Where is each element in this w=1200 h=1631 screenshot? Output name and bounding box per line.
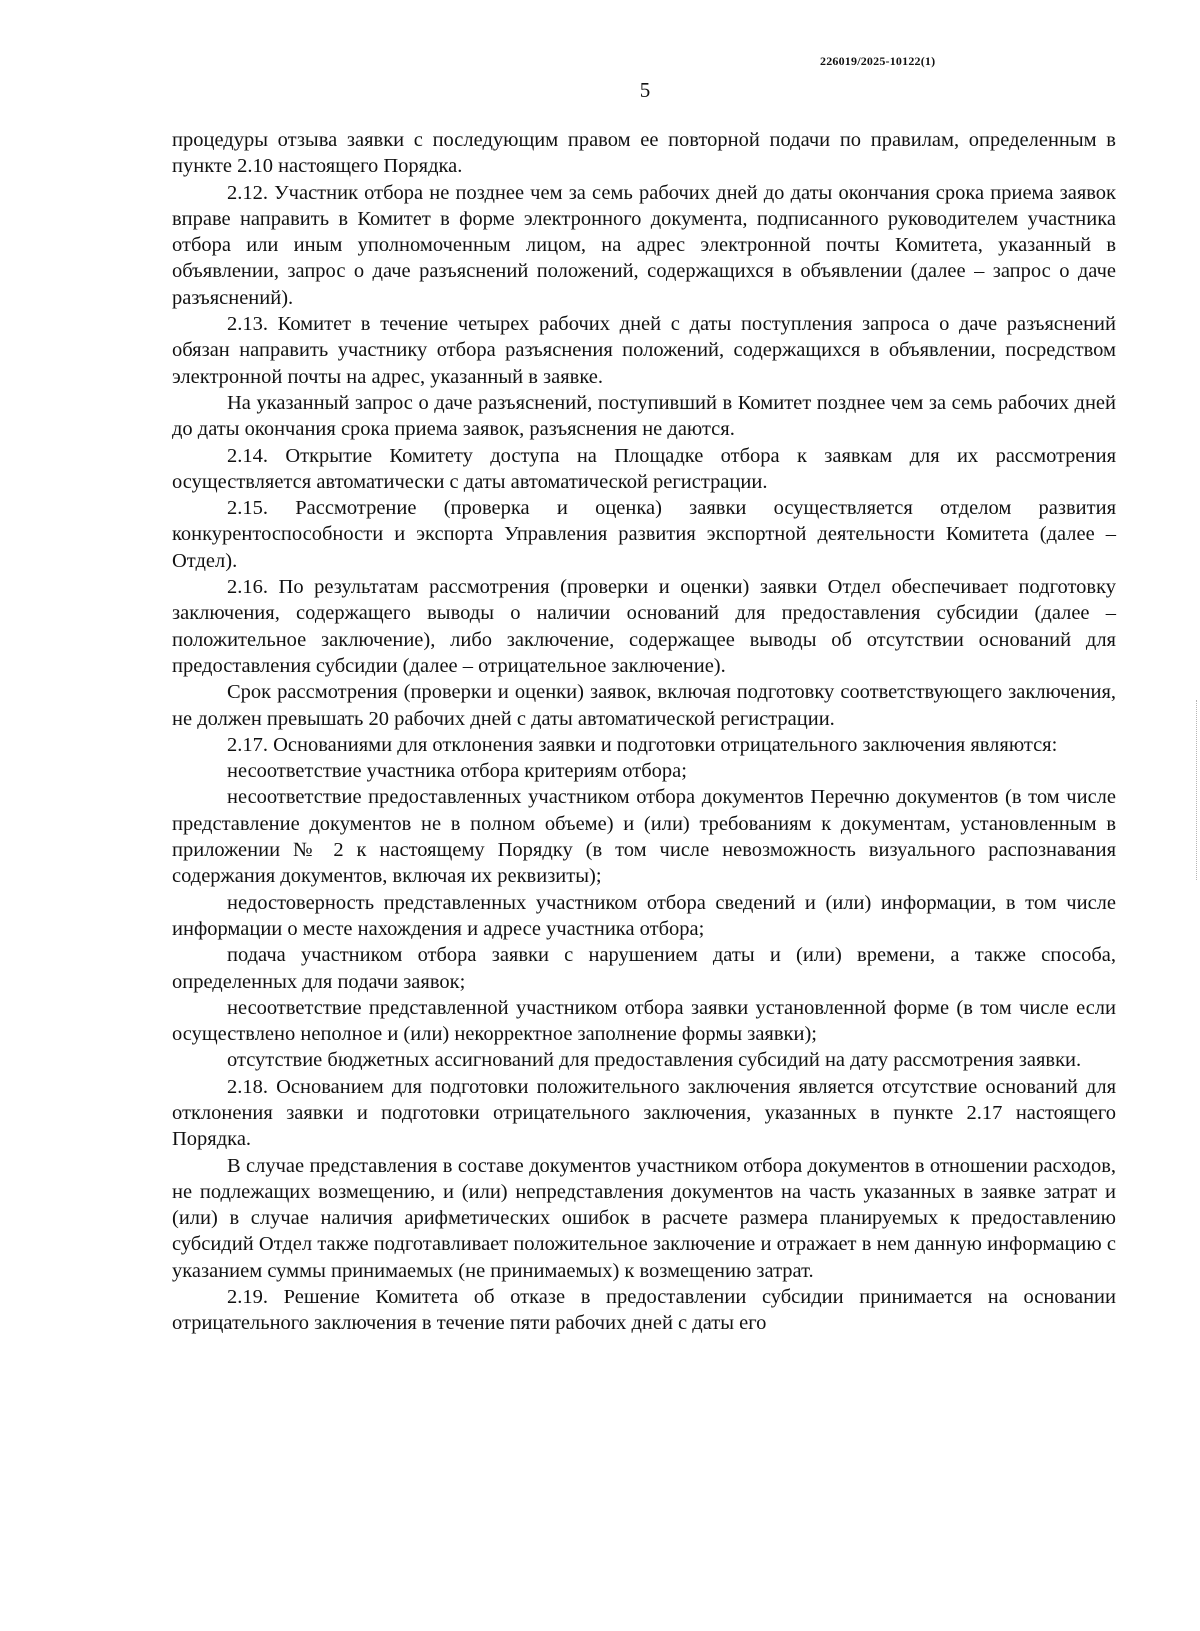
list-item-unreliable-info: недостоверность представленных участником отбора сведений и (или) информации, в том числе информации о месте нахождения и адресе участника отбора; bbox=[172, 891, 1116, 940]
paragraph-2-14: 2.14. Открытие Комитету доступа на Площадке отбора к заявкам для их рассмотрения осуществляется автоматически с даты автоматической регистрации. bbox=[172, 444, 1116, 493]
paragraph-2-16-term: Срок рассмотрения (проверки и оценки) заявок, включая подготовку соответствующего заключения, не должен превышать 20 рабочих дней с даты автоматической регистрации. bbox=[172, 681, 1116, 730]
paragraph-2-18: 2.18. Основанием для подготовки положительного заключения является отсутствие оснований для отклонения заявки и подготовки отрицательного заключения, указанных в пункте 2.17 настоящего Порядка. bbox=[172, 1075, 1116, 1151]
paragraph-2-16: 2.16. По результатам рассмотрения (проверки и оценки) заявки Отдел обеспечивает подготовку заключения, содержащего выводы о наличии оснований для предоставления субсидии (далее – положительное заключение), либо заключение, содержащее выводы об отсутствии оснований для предоставления субсидии (далее – отрицательное заключение). bbox=[172, 576, 1116, 677]
list-item-no-budget: отсутствие бюджетных ассигнований для предоставления субсидий на дату рассмотрения заявки. bbox=[227, 1049, 1082, 1072]
paragraph-2-13: 2.13. Комитет в течение четырех рабочих дней с даты поступления запроса о даче разъяснений обязан направить участнику отбора разъяснения положений, содержащихся в объявлении, посредством электронной почты на адрес, указанный в заявке. bbox=[172, 313, 1116, 388]
paragraph-2-15: 2.15. Рассмотрение (проверка и оценка) заявки осуществляется отделом развития конкурентоспособности и экспорта Управления развития экспортной деятельности Комитета (далее – Отдел). bbox=[172, 497, 1116, 572]
paragraph-2-19: 2.19. Решение Комитета об отказе в предоставлении субсидии принимается на основании отрицательного заключения в течение пяти рабочих дней с даты его bbox=[172, 1286, 1116, 1335]
paragraph-continuation: процедуры отзыва заявки с последующим правом ее повторной подачи по правилам, определенным в пункте 2.10 настоящего Порядка. bbox=[172, 129, 1116, 178]
paragraph-2-18-case: В случае представления в составе документов участником отбора документов в отношении расходов, не подлежащих возмещению, и (или) непредставления документов на часть указанных в заявке затрат и (или) в случае наличия арифметических ошибок в расчете размера планируемых к предоставлению субсидий Отдел также подготавливает положительное заключение и отражает в нем данную информацию с указанием суммы принимаемых (не принимаемых) к возмещению затрат. bbox=[172, 1154, 1116, 1282]
page-number: 5 bbox=[639, 78, 651, 102]
list-item-form-mismatch: несоответствие представленной участником отбора заявки установленной форме (в том числе если осуществлено неполное и (или) некорректное заполнение формы заявки); bbox=[172, 996, 1116, 1046]
document-body bbox=[172, 127, 1116, 1337]
list-item-criteria-mismatch: несоответствие участника отбора критериям отбора; bbox=[227, 760, 687, 783]
paragraph-2-17: 2.17. Основаниями для отклонения заявки и подготовки отрицательного заключения являются: bbox=[227, 733, 1058, 756]
document-registration-number: 226019/2025-10122(1) bbox=[820, 54, 936, 68]
scan-edge-mark bbox=[1196, 700, 1199, 880]
list-item-late-submission: подача участником отбора заявки с нарушением даты и (или) времени, а также способа, определенных для подачи заявок; bbox=[172, 944, 1116, 993]
paragraph-2-13-note: На указанный запрос о даче разъяснений, поступивший в Комитет позднее чем за семь рабочих дней до даты окончания срока приема заявок, разъяснения не даются. bbox=[172, 391, 1116, 441]
paragraph-2-12: 2.12. Участник отбора не позднее чем за семь рабочих дней до даты окончания срока приема заявок вправе направить в Комитет в форме электронного документа, подписанного руководителем участника отбора или иным уполномоченным лицом, на адрес электронной почты Комитета, указанный в объявлении, запрос о даче разъяснений положений, содержащихся в объявлении (далее – запрос о даче разъяснений). bbox=[172, 181, 1116, 309]
list-item-documents-mismatch: несоответствие предоставленных участником отбора документов Перечню документов (в том числе представление документов не в полном объеме) и (или) требованиям к документам, установленным в приложении № 2 к настоящему Порядку (в том числе невозможность визуального распознавания содержания документов, включая их реквизиты); bbox=[172, 786, 1116, 888]
